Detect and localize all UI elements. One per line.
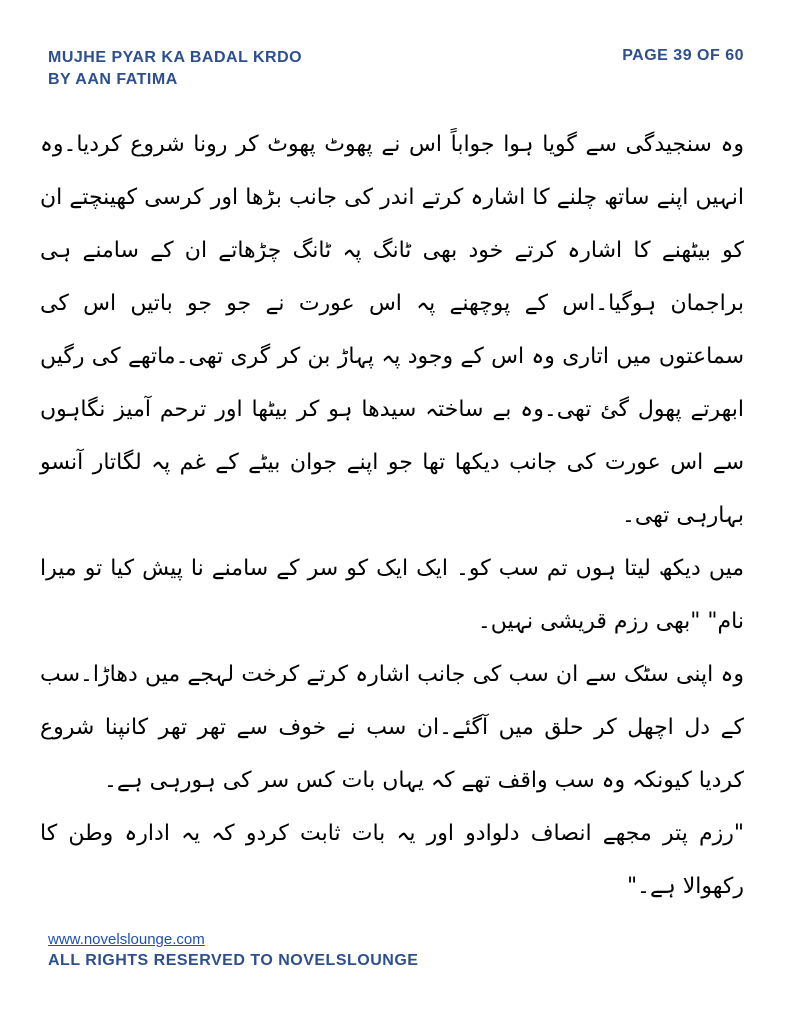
novel-title: MUJHE PYAR KA BADAL KRDO	[48, 49, 303, 66]
paragraph-3: وہ اپنی سٹک سے ان سب کی جانب اشارہ کرتے کرخت لہجے میں دھاڑا۔سب کے دل اچھل کر حلق میں آگئے۔ان سب نے خوف سے تھر تھر کانپنا شروع کردیا کیونکہ وہ سب واقف تھے کہ یہاں بات کس سر کی ہورہی ہے۔	[40, 662, 744, 793]
page-number: PAGE 39 OF 60	[622, 47, 744, 64]
page-footer	[48, 930, 418, 972]
paragraph-2: میں دیکھ لیتا ہوں تم سب کو۔ ایک ایک کو سر کے سامنے نا پیش کیا تو میرا نام" "بھی رزم قریشی نہیں۔	[40, 556, 744, 634]
paragraph-1: وہ سنجیدگی سے گویا ہوا جواباً اس نے پھوٹ پھوٹ کر رونا شروع کردیا۔وہ انہیں اپنے ساتھ چلنے کا اشارہ کرتے اندر کی جانب بڑھا اور کرسی کھینچتے ان کو بیٹھنے کا اشارہ کرتے خود بھی ٹانگ پہ ٹانگ چڑھاتے ان کے سامنے ہی براجمان ہوگیا۔اس کے پوچھنے پہ اس عورت نے جو جو باتیں اس کی سماعتوں میں اتاری وہ اس کے وجود پہ پہاڑ بن کر گری تھی۔ماتھے کی رگیں ابھرتے پھول گئ تھی۔وہ بے ساختہ سیدھا ہو کر بیٹھا اور ترحم آمیز نگاہوں سے اس عورت کی جانب دیکھا تھا جو اپنے جوان بیٹے کے غم پہ لگاتار آنسو بہارہی تھی۔	[40, 132, 744, 528]
website-link[interactable]: www.novelslounge.com	[48, 931, 205, 948]
story-body	[40, 118, 744, 913]
paragraph-4: "رزم پتر مجھے انصاف دلوادو اور یہ بات ثابت کردو کہ یہ ادارہ وطن کا رکھوالا ہے۔"	[40, 821, 744, 899]
header-title-block	[48, 47, 302, 91]
author-name: BY AAN FATIMA	[48, 71, 178, 88]
rights-notice: ALL RIGHTS RESERVED TO NOVELSLOUNGE	[48, 952, 419, 969]
